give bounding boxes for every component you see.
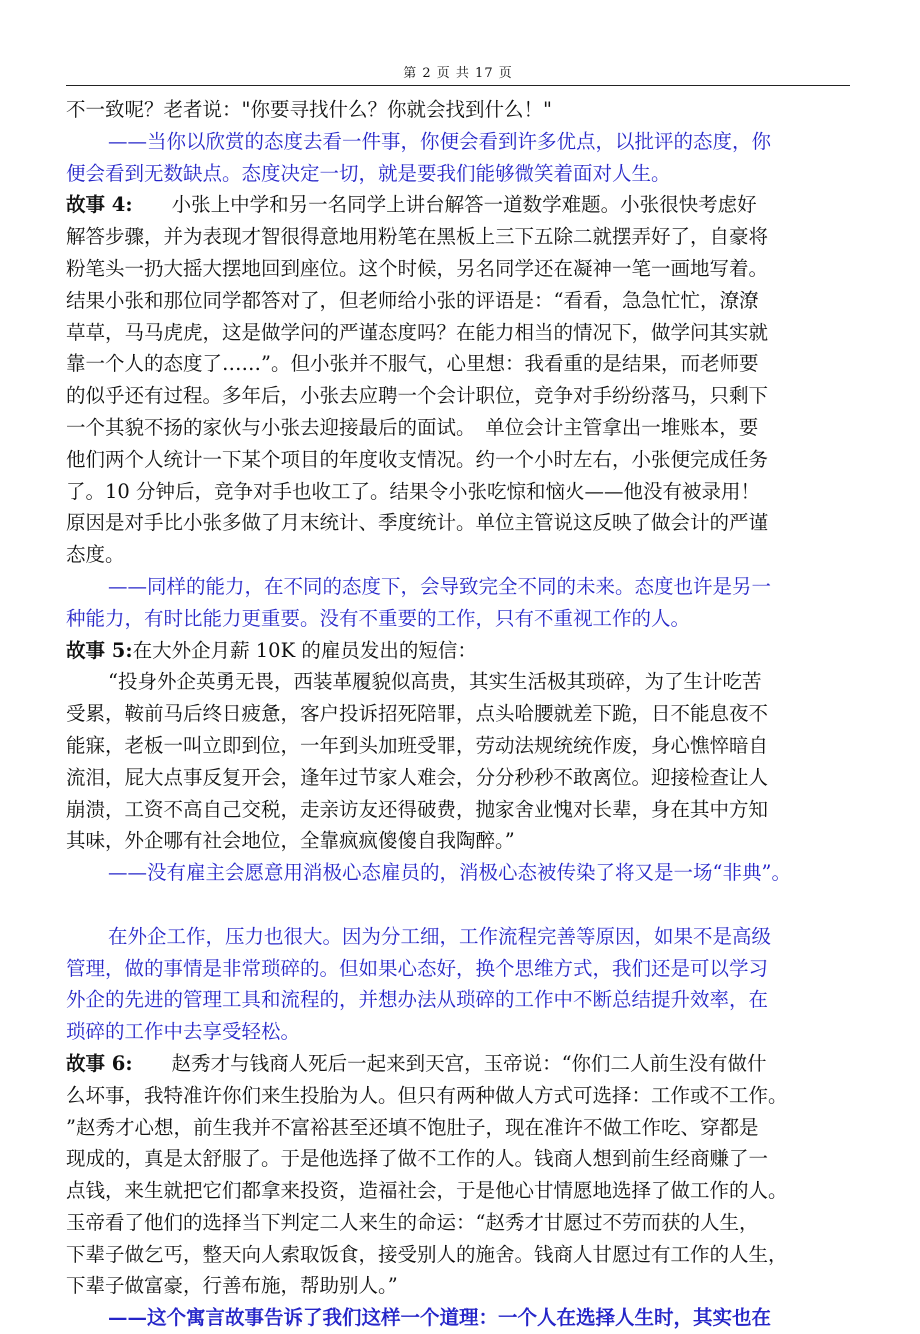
line-text: 琐碎的工作中去享受轻松。 [66, 1020, 301, 1044]
text-line [66, 1016, 850, 1048]
story-label: 故事 5: [66, 638, 133, 662]
line-text: 受累，鞍前马后终日疲惫，客户投诉招死陪罪，点头哈腰就差下跪，日不能息夜不 [66, 702, 769, 726]
text-line [66, 1302, 850, 1334]
story-heading-line [66, 189, 850, 221]
text-line [66, 444, 850, 476]
line-text: ——没有雇主会愿意用消极心态雇员的，消极心态被传染了将又是一场“非典”。 [108, 861, 791, 885]
text-line [66, 953, 850, 985]
line-text: 在大外企月薪 10K 的雇员发出的短信： [132, 638, 477, 662]
story-heading-line [66, 635, 850, 667]
line-text: 小张上中学和另一名同学上讲台解答一道数学难题。小张很快考虑好 [132, 193, 757, 217]
line-text: 崩溃，工资不高自己交税，走亲访友还得破费，抛家舍业愧对长辈，身在其中方知 [66, 797, 769, 821]
text-line [66, 921, 850, 953]
line-text: 玉帝看了他们的选择当下判定二人来生的命运：“赵秀才甘愿过不劳而获的人生， [66, 1210, 759, 1234]
text-line [66, 794, 850, 826]
line-text: 原因是对手比小张多做了月末统计、季度统计。单位主管说这反映了做会计的严谨 [66, 511, 769, 535]
line-text: 粉笔头一扔大摇大摆地回到座位。这个时候，另名同学还在凝神一笔一画地写着。 [66, 256, 769, 280]
text-line [66, 857, 850, 889]
text-line [66, 666, 850, 698]
line-text: 流泪，屁大点事反复开会，逢年过节家人难会，分分秒秒不敢离位。迎接检查让人 [66, 765, 769, 789]
text-line [66, 476, 850, 508]
line-text: 在外企工作，压力也很大。因为分工细，工作流程完善等原因，如果不是高级 [108, 924, 772, 948]
line-text: 种能力，有时比能力更重要。没有不重要的工作，只有不重视工作的人。 [66, 606, 691, 630]
text-line [66, 603, 850, 635]
text-line [66, 158, 850, 190]
text-line [66, 348, 850, 380]
story-label: 故事 6: [66, 1051, 133, 1075]
line-text: 赵秀才与钱商人死后一起来到天宫，玉帝说：“你们二人前生没有做什 [132, 1051, 767, 1075]
text-line [66, 825, 850, 857]
text-line [66, 1175, 850, 1207]
text-line [66, 317, 850, 349]
line-text: 解答步骤，并为表现才智很得意地用粉笔在黑板上三下五除二就摆弄好了，自豪将 [66, 225, 769, 249]
line-text: 的似乎还有过程。多年后，小张去应聘一个会计职位，竞争对手纷纷落马，只剩下 [66, 384, 769, 408]
line-text: 态度。 [66, 543, 125, 567]
text-line [66, 253, 850, 285]
line-text: ”赵秀才心想，前生我并不富裕甚至还填不饱肚子，现在准许不做工作吃、穿都是 [66, 1115, 759, 1139]
line-text: 外企的先进的管理工具和流程的，并想办法从琐碎的工作中不断总结提升效率，在 [66, 988, 769, 1012]
line-text: 点钱，来生就把它们都拿来投资，造福社会，于是他心甘情愿地选择了做工作的人。 [66, 1179, 788, 1203]
blank-line [66, 889, 850, 921]
document-body [66, 94, 850, 1334]
text-line [66, 1080, 850, 1112]
text-line [66, 571, 850, 603]
text-line [66, 1270, 850, 1302]
line-text: 结果小张和那位同学都答对了，但老师给小张的评语是：“看看，急急忙忙，潦潦 [66, 288, 759, 312]
line-text: 草草，马马虎虎，这是做学问的严谨态度吗？在能力相当的情况下，做学问其实就 [66, 320, 769, 344]
line-text: 靠一个人的态度了……”。但小张并不服气，心里想：我看重的是结果，而老师要 [66, 352, 759, 376]
text-line [66, 1112, 850, 1144]
line-text: 了。10 分钟后，竞争对手也收工了。结果令小张吃惊和恼火——他没有被录用！ [66, 479, 761, 503]
line-text: “投身外企英勇无畏，西装革履貌似高贵，其实生活极其琐碎，为了生计吃苦 [108, 670, 762, 694]
text-line [66, 126, 850, 158]
text-line [66, 412, 850, 444]
page-header: 第 2 页 共 17 页 [403, 66, 513, 81]
text-line [66, 1207, 850, 1239]
text-line [66, 285, 850, 317]
line-text: 其味，外企哪有社会地位，全靠疯疯傻傻自我陶醉。” [66, 829, 515, 853]
text-line [66, 380, 850, 412]
line-text: 便会看到无数缺点。态度决定一切，就是要我们能够微笑着面对人生。 [66, 161, 671, 185]
line-text: 现成的，真是太舒服了。于是他选择了做不工作的人。钱商人想到前生经商赚了一 [66, 1147, 769, 1171]
text-line [66, 984, 850, 1016]
line-text: ——当你以欣赏的态度去看一件事，你便会看到许多优点，以批评的态度，你 [108, 129, 772, 153]
story-label: 故事 4: [66, 193, 133, 217]
text-line [66, 507, 850, 539]
line-text: ——同样的能力，在不同的态度下，会导致完全不同的未来。态度也许是另一 [108, 574, 772, 598]
text-line [66, 730, 850, 762]
text-line [66, 94, 850, 126]
line-text: 一个其貌不扬的家伙与小张去迎接最后的面试。 单位会计主管拿出一堆账本，要 [66, 415, 759, 439]
header-rule [66, 85, 850, 86]
line-text: 下辈子做乞丐，整天向人索取饭食，接受别人的施舍。钱商人甘愿过有工作的人生， [66, 1242, 788, 1266]
line-text: 下辈子做富豪，行善布施，帮助别人。” [66, 1274, 398, 1298]
line-text: 能寐，老板一叫立即到位，一年到头加班受罪，劳动法规统统作废，身心憔悴暗自 [66, 733, 769, 757]
text-line [66, 221, 850, 253]
line-text: 管理，做的事情是非常琐碎的。但如果心态好，换个思维方式，我们还是可以学习 [66, 956, 769, 980]
text-line [66, 698, 850, 730]
story-heading-line [66, 1048, 850, 1080]
line-text: ——这个寓言故事告诉了我们这样一个道理：一个人在选择人生时，其实也在 [108, 1306, 772, 1330]
line-text: 么坏事，我特准许你们来生投胎为人。但只有两种做人方式可选择：工作或不工作。 [66, 1083, 788, 1107]
text-line [66, 762, 850, 794]
text-line [66, 1239, 850, 1271]
line-text: 不一致呢？老者说："你要寻找什么？你就会找到什么！" [66, 98, 552, 121]
line-text: 他们两个人统计一下某个项目的年度收支情况。约一个小时左右，小张便完成任务 [66, 447, 769, 471]
text-line [66, 539, 850, 571]
text-line [66, 1143, 850, 1175]
